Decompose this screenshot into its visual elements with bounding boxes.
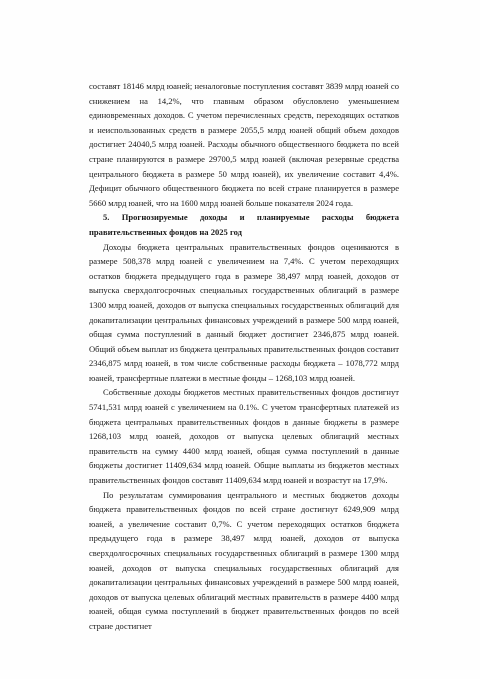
section-heading: 5. Прогнозируемые доходы и планируемые расходы бюджета правительственных фондов на 2025 год xyxy=(89,212,399,237)
paragraph-central-funds: Доходы бюджета центральных правительственных фондов оцениваются в размере 508,378 млрд юаней с увеличением на 7,4%. С учетом переходящих остатков бюджета предыдущего года в размере 38,497 млрд юаней, доходов от выпуска сверхдолгосрочных специальных государственных облигаций в размере 1300 млрд юаней, доходов от выпуска специальных государственных облигаций для докапитализации центральных финансовых учреждений в размере 500 млрд юаней, общая сумма поступлений в данный бюджет достигнет 2346,875 млрд юаней. Общий объем выплат из бюджета центральных правительственных фондов составит 2346,875 млрд юаней, в том числе собственные расходы бюджета – 1078,772 млрд юаней, трансфертные платежи в местные фонды – 1268,103 млрд юаней. xyxy=(89,241,399,383)
paragraph-summary: По результатам суммирования центрального и местных бюджетов доходы бюджета правительственных фондов по всей стране достигнут 6249,909 млрд юаней, а увеличение составит 0,7%. С учетом переходящих остатков бюджета предыдущего года в размере 38,497 млрд юаней, доходов от выпуска сверхдолгосрочных специальных государственных облигаций в размере 1300 млрд юаней, доходов от выпуска специальных государственных облигаций для докапитализации центральных финансовых учреждений в размере 500 млрд юаней, доходов от выпуска целевых облигаций местных правительств в размере 4400 млрд юаней, общая сумма поступлений в бюджет правительственных фондов по всей стране достигнет xyxy=(89,489,399,631)
paragraph-local-funds: Собственные доходы бюджетов местных правительственных фондов достигнут 5741,531 млрд юаней с увеличением на 0.1%. С учетом трансфертных платежей из бюджета центральных правительственных фондов в данные бюджеты в размере 1268,103 млрд юаней, доходов от выпуска целевых облигаций местных правительств на сумму 4400 млрд юаней, общая сумма поступлений в данные бюджеты достигнет 11409,634 млрд юаней. Общие выплаты из бюджетов местных правительственных фондов составят 11409,634 млрд юаней и возрастут на 17,9%. xyxy=(89,387,399,486)
paragraph-continuation: составят 18146 млрд юаней; неналоговые поступления составят 3839 млрд юаней со снижением на 14,2%, что главным образом обусловлено уменьшением единовременных доходов. С учетом перечисленных средств, переходящих остатков и неиспользованных средств в размере 2055,5 млрд юаней общий объем доходов достигнет 24040,5 млрд юаней. Расходы обычного общественного бюджета по всей стране планируются в размере 29700,5 млрд юаней (включая резервные средства центрального бюджета в размере 50 млрд юаней), их увеличение составит 4,4%. Дефицит обычного общественного бюджета по всей стране планируется в размере 5660 млрд юаней, что на 1600 млрд юаней больше показателя 2024 года. xyxy=(89,81,399,208)
document-body xyxy=(89,79,399,634)
